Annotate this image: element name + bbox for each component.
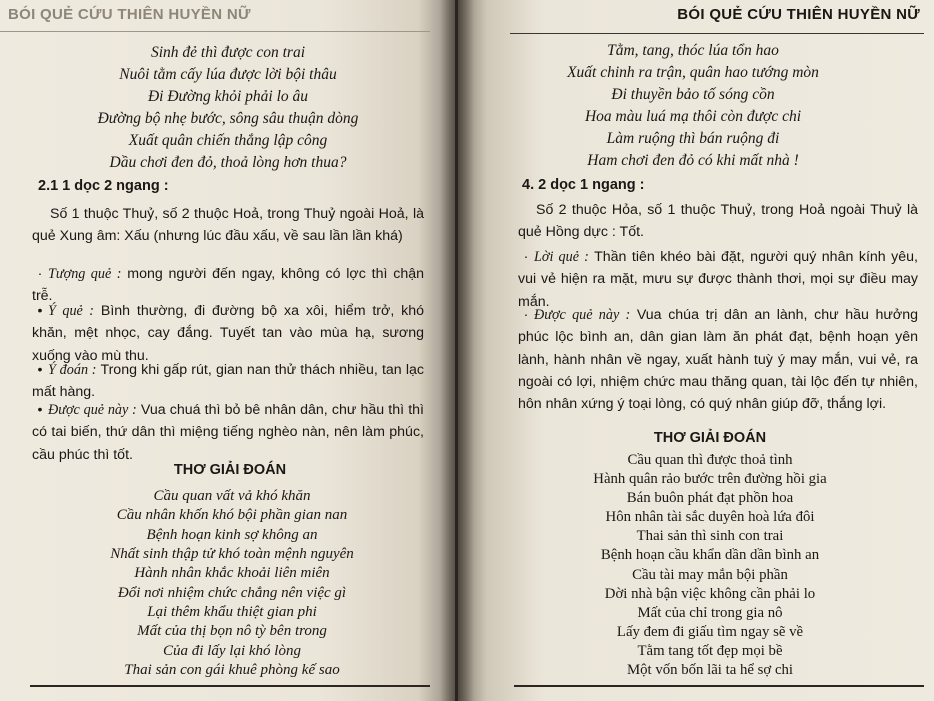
poem-line: Nuôi tằm cấy lúa được lời bội thâu xyxy=(119,66,337,83)
left-bullet-item xyxy=(32,300,424,367)
left-poem-title: THƠ GIẢI ĐOÁN xyxy=(173,462,287,478)
poem-line: Hôn nhân tài sắc duyên hoà lứa đôi xyxy=(605,509,815,526)
bullet-marker: · xyxy=(523,249,529,265)
poem-line: Hành nhân khắc khoải liên miên xyxy=(134,565,330,582)
poem-line: Cầu tài may mắn bội phần xyxy=(632,566,788,583)
bullet-marker: • xyxy=(37,362,43,378)
poem-line: Hành quân rảo bước trên đường hồi gia xyxy=(593,471,827,488)
right-page xyxy=(458,0,934,701)
bullet-label: Ý đoán : xyxy=(48,362,97,378)
poem-line: Ham chơi đen đỏ có khi mất nhà ! xyxy=(587,152,799,169)
bullet-marker: • xyxy=(37,303,43,319)
right-header-rule xyxy=(510,33,924,34)
right-poem-title: THƠ GIẢI ĐOÁN xyxy=(653,430,767,446)
right-intro-text: Số 2 thuộc Hỏa, số 1 thuộc Thuỷ, trong Hoả ngoài Thuỷ là quẻ Hồng dực : Tốt. xyxy=(518,202,918,241)
poem-line: Cầu quan thì được thoả tình xyxy=(627,452,793,468)
right-bullet-item xyxy=(518,304,918,415)
right-footer-rule xyxy=(514,685,924,687)
bullet-text: Vua chuá thì bỏ bê nhân dân, chư hầu thì thì có tai biến, thứ dân thì miệng tiếng nghèo nàn, nên làm phúc, cầu phúc thì tốt. xyxy=(32,402,424,463)
bullet-text: Trong khi gấp rút, gian nan thử thách nhiều, tan lạc mất hàng. xyxy=(32,362,424,401)
poem-line: Hoa màu luá mạ thôi còn được chi xyxy=(584,108,802,125)
poem-line: Tằm, tang, thóc lúa tổn hao xyxy=(607,42,779,59)
poem-line: Đường bộ nhẹ bước, sông sâu thuận dòng xyxy=(97,110,359,127)
poem-line: Thai sản thì sinh con trai xyxy=(636,528,784,545)
bullet-text: mong người đến ngay, không có lợc thì chận trễ. xyxy=(32,266,424,305)
poem-line: Xuất chinh ra trận, quân hao tướng mòn xyxy=(567,64,819,81)
book-gutter-shadow xyxy=(440,0,474,701)
poem-line: Đổi nơi nhiệm chức chẳng nên việc gì xyxy=(117,584,347,601)
poem-line: Mất của chỉ trong gia nô xyxy=(637,604,783,621)
left-page xyxy=(0,0,455,701)
poem-line: Một vốn bốn lãi ta hể sợ chi xyxy=(626,662,794,678)
poem-line: Cầu quan vất vả khó khăn xyxy=(153,488,311,504)
poem-line: Làm ruộng thì bán ruộng đi xyxy=(606,130,780,147)
poem-line: Bệnh hoạn cầu khẩn dần dần bình an xyxy=(600,547,820,564)
bullet-label: Được quẻ này : xyxy=(534,307,631,323)
poem-line: Thai sản con gái khuê phòng kế sao xyxy=(124,662,340,678)
left-intro-paragraph xyxy=(32,203,424,248)
bullet-label: Được quẻ này : xyxy=(48,402,137,418)
poem-line: Của đi lấy lại khó lòng xyxy=(163,642,301,659)
bullet-label: Ý quẻ : xyxy=(48,303,95,319)
bullet-marker: • xyxy=(37,402,43,418)
poem-line: Dầu chơi đen đỏ, thoả lòng hơn thua? xyxy=(109,154,347,171)
left-bullet-item xyxy=(32,399,424,466)
poem-line: Lấy đem đi giấu tìm ngay sẽ về xyxy=(616,623,804,640)
bullet-label: Lời quẻ : xyxy=(534,249,589,265)
bullet-marker: · xyxy=(37,266,43,282)
left-bullet-item xyxy=(32,359,424,404)
poem-line: Sinh đẻ thì được con trai xyxy=(150,44,306,61)
right-intro-paragraph xyxy=(518,199,918,244)
poem-line: Lại thêm khẩu thiệt gian phi xyxy=(147,604,317,620)
bullet-text: Bình thường, đi đường bộ xa xôi, hiểm trở, khó khăn, mệt nhọc, cay đắng. Tuyết tan vào mùa hạ, sương xuống vào mù thu. xyxy=(32,303,424,364)
poem-line: Tằm tang tốt đẹp mọi bề xyxy=(637,642,783,659)
bullet-marker: · xyxy=(523,307,529,323)
poem-line: Bệnh hoạn kinh sợ không an xyxy=(146,526,318,543)
right-bullet-item xyxy=(518,246,918,313)
poem-line: Đi thuyền bảo tố sóng cồn xyxy=(611,86,775,103)
poem-line: Cầu nhân khốn khó bội phần gian nan xyxy=(116,507,348,524)
poem-line: Mất của thị bọn nô tỳ bên trong xyxy=(137,623,327,640)
poem-line: Bán buôn phát đạt phồn hoa xyxy=(626,490,794,507)
left-intro-text: Số 1 thuộc Thuỷ, số 2 thuộc Hoả, trong Thuỷ ngoài Hoả, là quẻ Xung âm: Xấu (nhưng lúc đầu xấu, về sau lần lần khá) xyxy=(32,206,424,245)
bullet-text: Vua chúa trị dân an lành, chư hầu hưởng phúc lộc bình an, dân gian làm ăn phát đạt, bệnh hoạn yên lành, hành nhân về ngay, xuất hành tuỳ ý may mắn, vui vẻ, ra ngoài có lợi, nhiệm chức mau thăng quan, tài lộc đến tự nhiên, hôn nhân xứng ý toại lòng, có quý nhân giúp đỡ, thắng lợi. xyxy=(518,307,918,413)
poem-line: Xuất quân chiến thắng lập công xyxy=(128,132,328,149)
bullet-text: Thần tiên khéo bài đặt, người quý nhân kính yêu, vui vẻ hiện ra mặt, mưu sự được thành thơi, mọi sự điều may mắn. xyxy=(518,249,918,310)
right-section-heading: 4. 2 dọc 1 ngang : xyxy=(522,177,645,193)
left-section-heading: 2.1 1 dọc 2 ngang : xyxy=(38,178,169,194)
bullet-label: Tượng quẻ : xyxy=(48,266,122,282)
right-running-head: BÓI QUẺ CỨU THIÊN HUYỀN NỮ xyxy=(677,6,920,23)
left-running-head: BÓI QUẺ CỨU THIÊN HUYỀN NỮ xyxy=(8,6,251,23)
poem-line: Đi Đường khỏi phải lo âu xyxy=(147,88,309,105)
left-footer-rule xyxy=(30,685,430,687)
left-header-rule xyxy=(0,31,430,32)
poem-line: Dời nhà bận việc không cần phải lo xyxy=(604,585,816,602)
poem-line: Nhất sinh thập tử khó toàn mệnh nguyên xyxy=(110,546,354,562)
